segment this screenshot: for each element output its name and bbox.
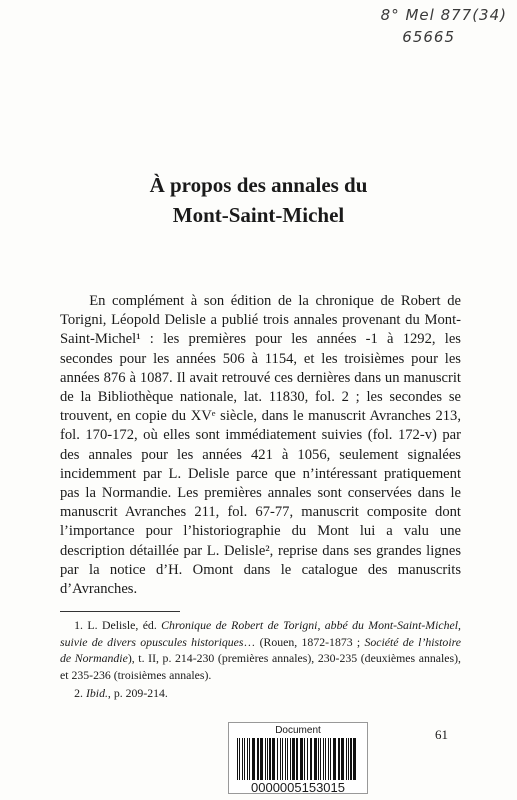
title-line-2: Mont-Saint-Michel: [172, 203, 345, 227]
footnote-italic: Chronique de Robert de Torigni, abbé du Mont-Saint-Michel, suivie de divers opuscules historiques: [60, 618, 461, 649]
shelfmark-annotation: 8° Mel 877(34): [380, 6, 507, 24]
footnote-number: 1.: [74, 618, 84, 632]
handwritten-annotation: [381, 6, 507, 46]
footnote-italic: Société de l’histoire de Normandie: [60, 634, 461, 665]
barcode-title: Document: [275, 725, 321, 736]
footnote-text: … (Rouen, 1872-1873 ;: [243, 634, 365, 649]
footnote-number: 2.: [74, 686, 84, 700]
page-title: [0, 170, 517, 230]
footnote-italic: Ibid.: [85, 686, 108, 700]
footnote-2: [60, 685, 461, 702]
footnote-divider: [60, 611, 180, 612]
barcode-label: [228, 722, 368, 794]
barcode-number: 0000005153015: [251, 780, 345, 795]
footnote-text: ), t. II, p. 214-230 (premières annales), 230-235 (deuxièmes annales), et 235-236 (troisièmes annales).: [60, 651, 461, 682]
barcode-icon: [235, 738, 361, 780]
page-number: 61: [435, 727, 448, 742]
footnote-text: , p. 209-214.: [107, 686, 168, 700]
title-line-1: À propos des annales du: [149, 173, 368, 197]
body-text: [60, 292, 461, 599]
footnote-1: [60, 617, 461, 683]
footnotes: [60, 617, 461, 704]
footnote-text: L. Delisle, éd.: [87, 618, 162, 632]
body-paragraph: En complément à son édition de la chronique de Robert de Torigni, Léopold Delisle a publié trois annales provenant du Mont-Saint-Michel¹ : les premières pour les années -1 à 1292, les secondes pour les années 506 à 1154, et les troisièmes pour les années 876 à 1087. Il avait retrouvé ces dernières dans un manuscrit de la Bibliothèque nationale, lat. 11830, fol. 2 ; les secondes se trouvent, en copie du XVᵉ siècle, dans le manuscrit Avranches 213, fol. 170-172, où elles sont immédiatement suivies (fol. 172-v) par des annales pour les années 421 à 1056, seulement signalées incidemment par L. Delisle parce que n’intéressant pratiquement pas la Normandie. Les premières annales sont conservées dans le manuscrit Avranches 211, fol. 67-77, manuscrit composite dont l’importance pour l’historiographie du Mont lui a valu une description détaillée par L. Delisle², reprise dans ses grandes lignes par la notice d’H. Omont dans le catalogue des manuscrits d’Avranches.: [60, 293, 461, 598]
number-annotation: 65665: [402, 28, 455, 46]
